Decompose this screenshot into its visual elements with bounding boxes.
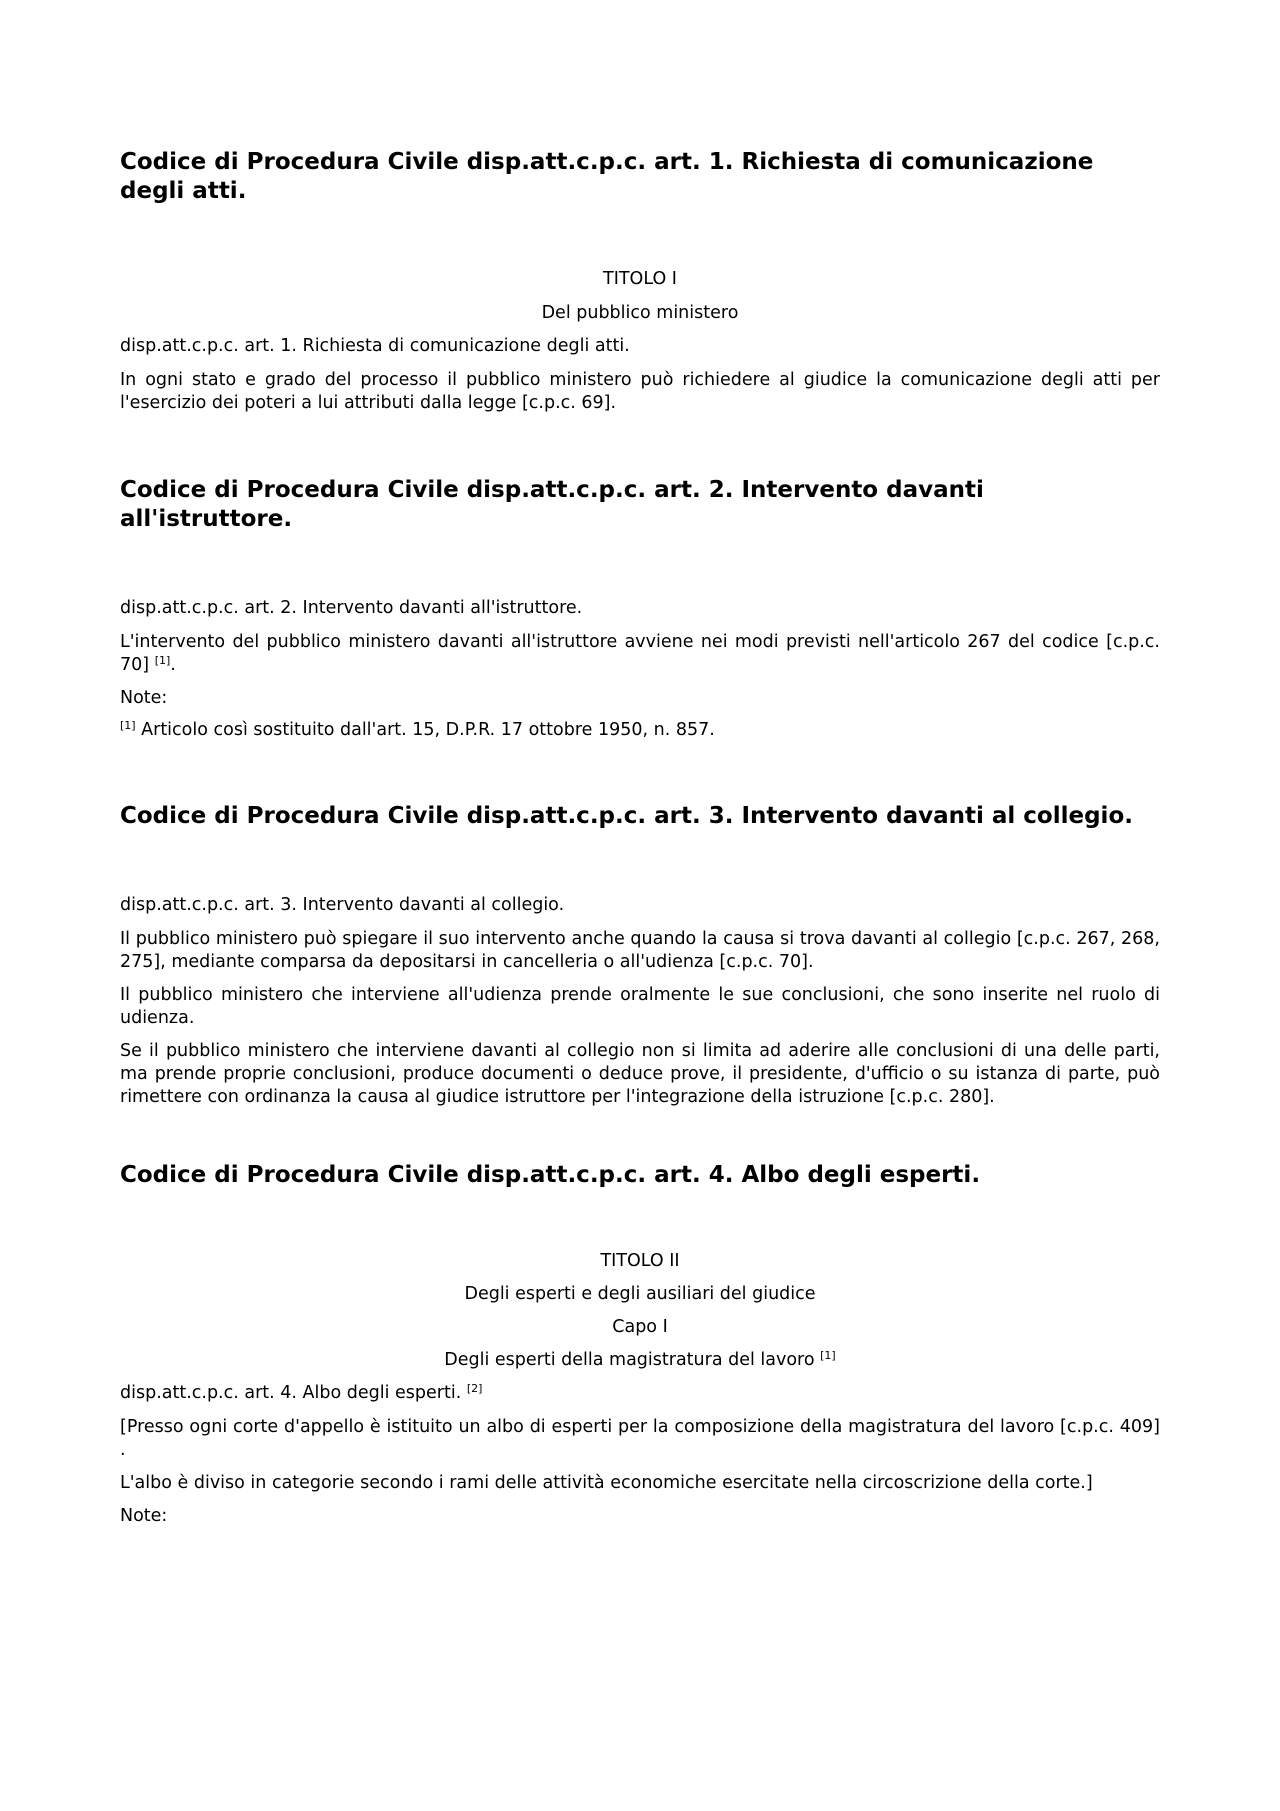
article-4	[120, 1161, 1160, 1528]
article-paragraph: Il pubblico ministero che interviene all'udienza prende oralmente le sue conclusioni, che sono inserite nel ruolo di udienza.	[120, 985, 1160, 1028]
article-reference: disp.att.c.p.c. art. 3. Intervento davanti al collegio.	[120, 895, 565, 915]
footnote-text: Articolo così sostituito dall'art. 15, D.P.R. 17 ottobre 1950, n. 857.	[135, 720, 715, 740]
capo-label: Capo I	[612, 1317, 668, 1337]
paragraph-text: L'intervento del pubblico ministero davanti all'istruttore avviene nei modi previsti nell'articolo 267 del codice [c.p.c. 70]	[120, 632, 1160, 675]
article-reference: disp.att.c.p.c. art. 2. Intervento davanti all'istruttore.	[120, 598, 583, 618]
article-heading: Codice di Procedura Civile disp.att.c.p.c. art. 2. Intervento davanti all'istruttore.	[120, 477, 984, 532]
article-paragraph	[120, 631, 1160, 677]
article-1	[120, 148, 1160, 415]
footnote	[120, 719, 1160, 742]
footnote-ref: [1]	[154, 654, 171, 667]
article-paragraph: L'albo è diviso in categorie secondo i rami delle attività economiche esercitate nella circoscrizione della corte.]	[120, 1473, 1093, 1493]
article-paragraph: Il pubblico ministero può spiegare il suo intervento anche quando la causa si trova davanti al collegio [c.p.c. 267, 268, 275], mediante comparsa da depositarsi in cancelleria o all'udienza [c.p.c. 70].	[120, 929, 1160, 972]
titolo-subtitle: Degli esperti e degli ausiliari del giudice	[464, 1284, 816, 1304]
article-heading: Codice di Procedura Civile disp.att.c.p.c. art. 4. Albo degli esperti.	[120, 1162, 981, 1188]
article-reference: disp.att.c.p.c. art. 1. Richiesta di comunicazione degli atti.	[120, 336, 630, 356]
notes-label: Note:	[120, 688, 168, 708]
article-heading: Codice di Procedura Civile disp.att.c.p.c. art. 3. Intervento davanti al collegio.	[120, 803, 1133, 829]
titolo-label: TITOLO I	[603, 269, 677, 289]
article-paragraph: Se il pubblico ministero che interviene davanti al collegio non si limita ad aderire alle conclusioni di una delle parti, ma prende proprie conclusioni, produce documenti o deduce prove, il presidente, d'ufficio o su istanza di parte, può rimettere con ordinanza la causa al giudice istruttore per l'integrazione della istruzione [c.p.c. 280].	[120, 1041, 1160, 1107]
capo-subtitle	[120, 1349, 1160, 1371]
article-reference-text: disp.att.c.p.c. art. 4. Albo degli esperti.	[120, 1383, 462, 1403]
footnote-ref: [1]	[820, 1349, 836, 1362]
capo-subtitle-text: Degli esperti della magistratura del lavoro	[444, 1350, 821, 1370]
notes-label: Note:	[120, 1506, 168, 1526]
article-3	[120, 802, 1160, 1109]
footnote-marker: [1]	[120, 719, 136, 732]
titolo-label: TITOLO II	[600, 1251, 680, 1271]
footnote-ref: [2]	[466, 1382, 483, 1395]
article-reference	[120, 1382, 1160, 1405]
article-heading: Codice di Procedura Civile disp.att.c.p.c. art. 1. Richiesta di comunicazione degli atti.	[120, 149, 1094, 204]
article-paragraph: [Presso ogni corte d'appello è istituito un albo di esperti per la composizione della magistratura del lavoro [c.p.c. 409] .	[120, 1417, 1160, 1460]
titolo-subtitle: Del pubblico ministero	[541, 303, 739, 323]
article-paragraph: In ogni stato e grado del processo il pubblico ministero può richiedere al giudice la comunicazione degli atti per l'esercizio dei poteri a lui attributi dalla legge [c.p.c. 69].	[120, 370, 1160, 413]
document-page	[120, 148, 1160, 1528]
paragraph-end: .	[170, 655, 176, 675]
article-2	[120, 476, 1160, 742]
